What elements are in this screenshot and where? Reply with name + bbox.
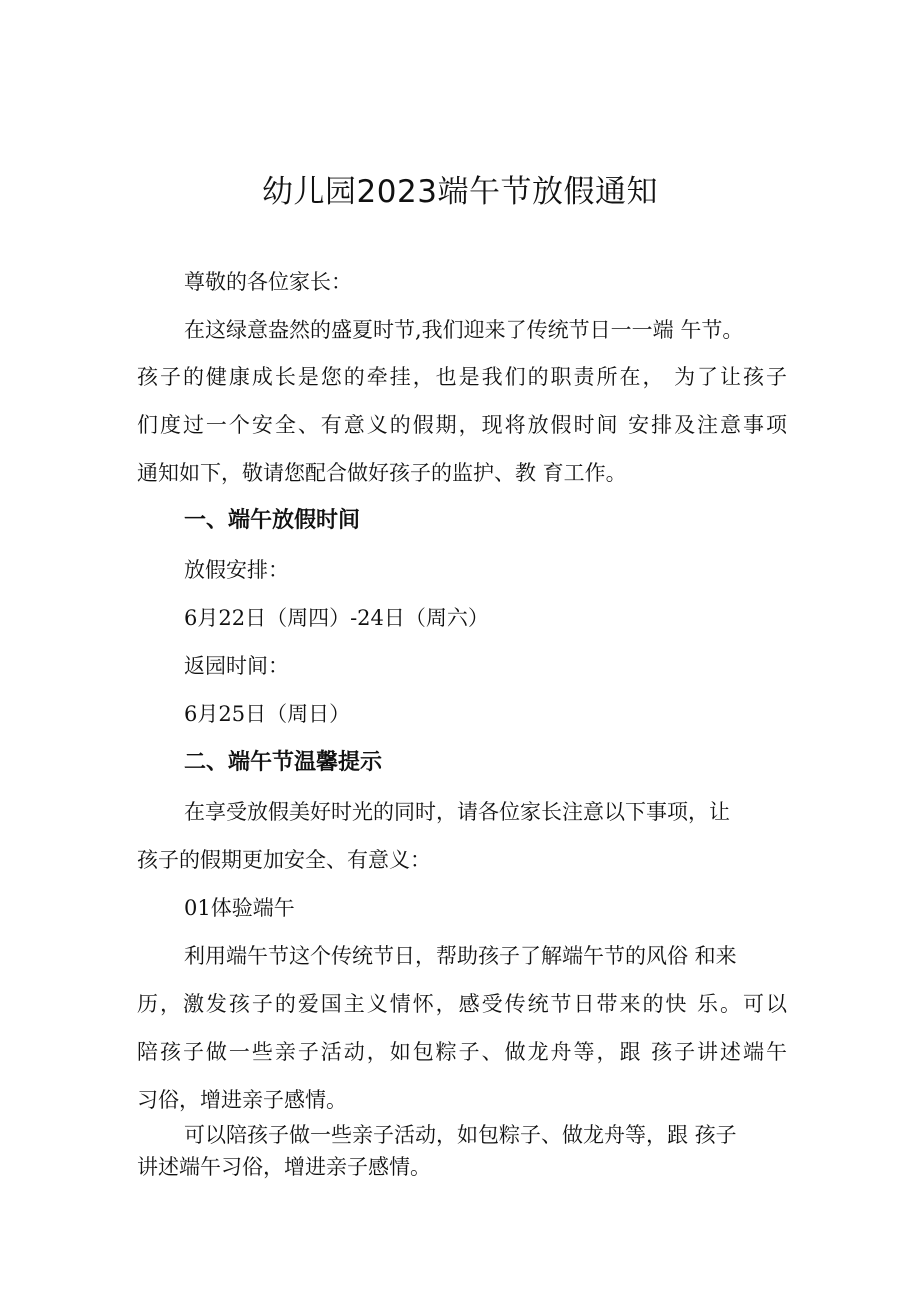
section-heading-tips: 二、端午节温馨提示 bbox=[184, 750, 383, 775]
return-date: 6月25日（周日） bbox=[184, 702, 351, 726]
intro-line-3: 们度过一个安全、有意义的假期，现将放假时间 安排及注意事项 bbox=[137, 413, 787, 437]
return-time-label: 返园时间： bbox=[184, 654, 289, 678]
item-para-line-3: 陪孩子做一些亲子活动，如包粽子、做龙舟等，跟 孩子讲述端午 bbox=[137, 1040, 787, 1064]
holiday-arrangement-label: 放假安排： bbox=[184, 558, 289, 582]
holiday-dates: 6月22日（周四）-24日（周六） bbox=[184, 606, 489, 630]
section-heading-holiday-time: 一、端午放假时间 bbox=[184, 508, 361, 533]
item-para-line-4: 习俗，增进亲子感情。 bbox=[137, 1088, 347, 1112]
intro-line-2: 孩子的健康成长是您的牵挂，也是我们的职责所在， 为了让孩子 bbox=[137, 365, 787, 389]
item-para-line-2: 历，激发孩子的爱国主义情怀，感受传统节日带来的快 乐。可以 bbox=[137, 992, 787, 1016]
tips-para-line-1: 在享受放假美好时光的同时，请各位家长注意以下事项，让 bbox=[184, 800, 730, 824]
item-para-line-1: 利用端午节这个传统节日，帮助孩子了解端午节的风俗 和来 bbox=[184, 944, 737, 968]
item-title-experience-duanwu: 01体验端午 bbox=[184, 896, 295, 920]
repeat-para-line-1: 可以陪孩子做一些亲子活动，如包粽子、做龙舟等，跟 孩子 bbox=[184, 1123, 737, 1147]
tips-para-line-2: 孩子的假期更加安全、有意义： bbox=[137, 848, 431, 872]
intro-line-4: 通知如下，敬请您配合做好孩子的监护、教 育工作。 bbox=[137, 461, 627, 485]
greeting: 尊敬的各位家长： bbox=[184, 270, 352, 294]
document-title: 幼儿园2023端午节放假通知 bbox=[262, 174, 658, 210]
repeat-para-line-2: 讲述端午习俗，增进亲子感情。 bbox=[137, 1155, 431, 1179]
intro-line-1: 在这绿意盎然的盛夏时节,我们迎来了传统节日一一端 午节。 bbox=[184, 318, 744, 342]
